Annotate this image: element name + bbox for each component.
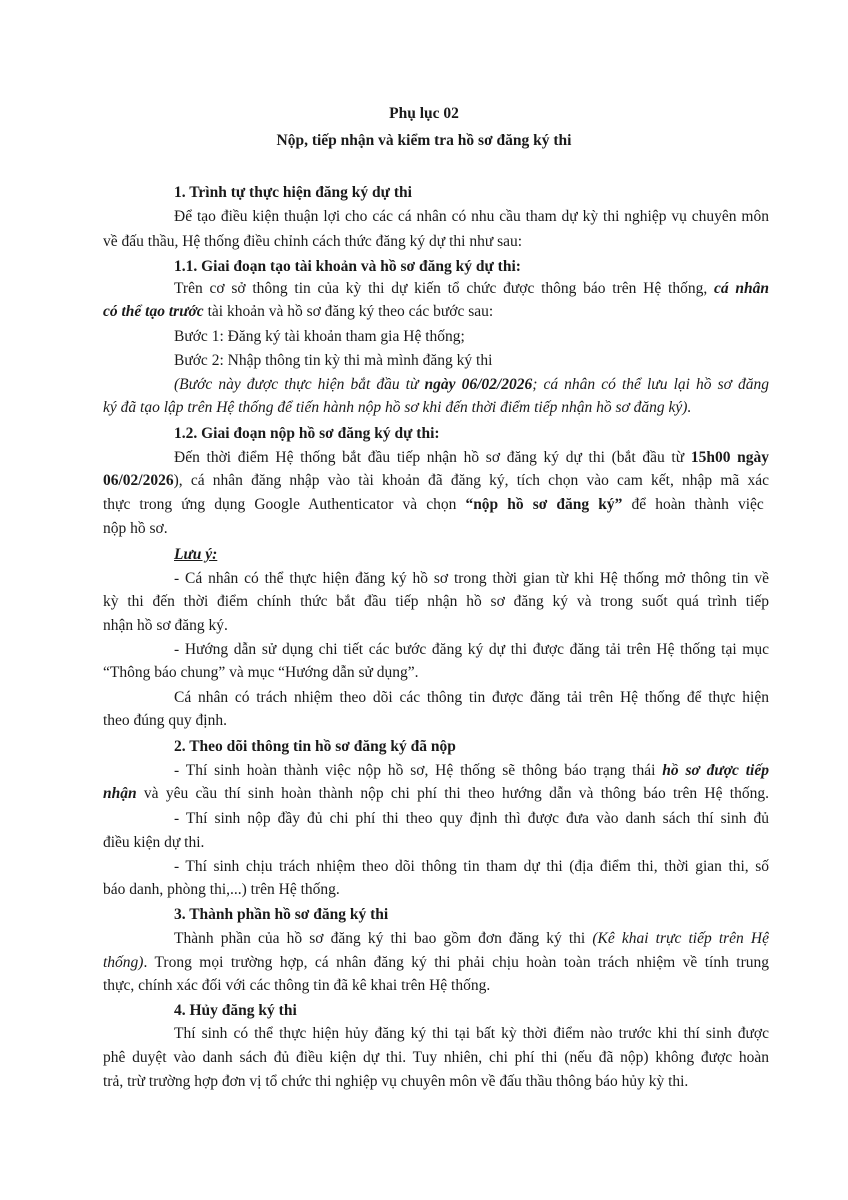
text-line <box>174 375 769 395</box>
text-run: “nộp hồ sơ đăng ký” <box>465 496 623 513</box>
text-line <box>103 976 490 996</box>
text-line <box>174 545 217 565</box>
text-run: hồ sơ được tiếp <box>662 762 769 779</box>
text-run: Để tạo điều kiện thuận lợi cho các cá nhân có nhu cầu tham dự kỳ thi nghiệp vụ chuyên môn <box>174 208 769 225</box>
text-run: ký đã tạo lập trên Hệ thống để tiến hành nộp hồ sơ khi đến thời điểm tiếp nhận hồ sơ đăng ký). <box>103 399 692 416</box>
text-line <box>103 953 769 973</box>
text-line <box>174 424 440 444</box>
text-run: ; cá nhân có thể lưu lại hồ sơ đăng <box>532 376 769 393</box>
text-run: (Kê khai trực tiếp trên Hệ <box>592 930 769 947</box>
text-line <box>103 616 228 636</box>
text-run: cá nhân <box>713 280 769 297</box>
text-run: 15h00 ngày <box>690 449 770 466</box>
text-run: Đến thời điểm Hệ thống bắt đầu tiếp nhận hồ sơ đăng ký dự thi (bắt đầu từ <box>174 449 691 466</box>
text-run: nhận <box>103 785 137 802</box>
text-line <box>174 809 769 829</box>
text-run: Thí sinh có thể thực hiện hủy đăng ký thi tại bất kỳ thời điểm nào trước khi thí sinh được <box>174 1025 769 1042</box>
text-run: báo danh, phòng thi,...) trên Hệ thống. <box>103 881 340 898</box>
text-run: tài khoản và hồ sơ đăng ký theo các bước sau: <box>203 303 494 320</box>
text-run: 1.1. Giai đoạn tạo tài khoản và hồ sơ đăng ký dự thi: <box>174 258 521 275</box>
text-line <box>103 1072 688 1092</box>
text-run: Lưu ý: <box>174 546 218 563</box>
text-run: - Thí sinh chịu trách nhiệm theo dõi thông tin tham dự thi (địa điểm thi, thời gian thi, số <box>174 858 769 875</box>
text-run: Bước 2: Nhập thông tin kỳ thi mà mình đăng ký thi <box>174 352 493 369</box>
text-line <box>103 302 493 322</box>
text-line <box>174 640 769 660</box>
text-run: Bước 1: Đăng ký tài khoản tham gia Hệ thống; <box>174 328 465 345</box>
text-run: có thể tạo trước <box>103 303 204 320</box>
text-line <box>103 232 522 252</box>
text-run: Trên cơ sở thông tin của kỳ thi dự kiến tổ chức được thông báo trên Hệ thống, <box>174 280 714 297</box>
text-run: kỳ thi đến thời điểm chính thức bắt đầu tiếp nhận hồ sơ đăng ký và trong suốt quá trình tiếp <box>103 593 769 610</box>
text-line <box>103 833 204 853</box>
text-run: thống) <box>103 954 144 971</box>
text-run: (Bước này được thực hiện bắt đầu từ <box>174 376 425 393</box>
text-run: - Cá nhân có thể thực hiện đăng ký hồ sơ trong thời gian từ khi Hệ thống mở thông tin về <box>174 570 769 587</box>
text-run: theo đúng quy định. <box>103 712 227 729</box>
text-line <box>174 448 769 468</box>
text-line <box>174 688 769 708</box>
text-run: ), cá nhân đăng nhập vào tài khoản đã đăng ký, tích chọn vào cam kết, nhập mã xác <box>173 472 769 489</box>
text-run: 1. Trình tự thực hiện đăng ký dự thi <box>174 184 412 201</box>
text-run: điều kiện dự thi. <box>103 834 205 851</box>
text-run: nộp hồ sơ. <box>103 520 168 537</box>
appendix-title: Phụ lục 02 <box>389 105 459 122</box>
text-line <box>174 761 769 781</box>
text-run: - Thí sinh hoàn thành việc nộp hồ sơ, Hệ thống sẽ thông báo trạng thái <box>174 762 663 779</box>
text-run: Cá nhân có trách nhiệm theo dõi các thông tin được đăng tải trên Hệ thống để thực hiện <box>174 689 769 706</box>
text-line <box>174 569 769 589</box>
text-run: 2. Theo dõi thông tin hồ sơ đăng ký đã nộp <box>174 738 456 755</box>
text-run: thực trong ứng dụng Google Authenticator và chọn <box>103 496 466 513</box>
text-run: Thành phần của hồ sơ đăng ký thi bao gồm đơn đăng ký thi <box>174 930 593 947</box>
text-run: và yêu cầu thí sinh hoàn thành nộp chi phí thi theo hướng dẫn và thông báo trên Hệ thống. <box>136 785 769 802</box>
text-run: 4. Hủy đăng ký thi <box>174 1002 297 1019</box>
text-line <box>103 519 168 539</box>
text-line <box>174 257 521 277</box>
text-run: để hoàn thành việc <box>622 496 764 513</box>
text-line <box>174 905 388 925</box>
text-run: phê duyệt vào danh sách đủ điều kiện dự thi. Tuy nhiên, chi phí thi (nếu đã nộp) không được hoàn <box>103 1049 769 1066</box>
text-run: . Trong mọi trường hợp, cá nhân đăng ký thi phải chịu hoàn toàn trách nhiệm về tính trung <box>143 954 769 971</box>
text-run: ngày 06/02/2026 <box>424 376 533 393</box>
text-line <box>174 207 769 227</box>
text-line <box>174 279 769 299</box>
text-line <box>174 351 492 371</box>
text-line <box>174 183 412 203</box>
text-line <box>174 929 769 949</box>
text-line <box>103 663 419 683</box>
text-line <box>103 471 769 491</box>
text-line <box>103 592 769 612</box>
text-run: “Thông báo chung” và mục “Hướng dẫn sử dụng”. <box>103 664 419 681</box>
text-line <box>174 1024 769 1044</box>
text-run: - Hướng dẫn sử dụng chi tiết các bước đăng ký dự thi được đăng tải trên Hệ thống tại mục <box>174 641 769 658</box>
text-line <box>174 327 465 347</box>
text-line <box>174 737 456 757</box>
text-run: nhận hồ sơ đăng ký. <box>103 617 228 634</box>
text-run: trả, trừ trường hợp đơn vị tổ chức thi nghiệp vụ chuyên môn về đấu thầu thông báo hủy kỳ thi. <box>103 1073 689 1090</box>
text-run: 06/02/2026 <box>103 472 174 489</box>
text-line <box>103 398 691 418</box>
text-line <box>103 880 340 900</box>
text-line <box>103 495 764 515</box>
text-line <box>174 1001 297 1021</box>
text-line <box>103 784 769 804</box>
text-line <box>174 857 769 877</box>
text-run: 3. Thành phần hồ sơ đăng ký thi <box>174 906 389 923</box>
text-run: - Thí sinh nộp đầy đủ chi phí thi theo quy định thì được đưa vào danh sách thí sinh đủ <box>174 810 769 827</box>
appendix-subtitle: Nộp, tiếp nhận và kiểm tra hồ sơ đăng ký thi <box>276 132 572 149</box>
text-run: về đấu thầu, Hệ thống điều chỉnh cách thức đăng ký dự thi như sau: <box>103 233 523 250</box>
text-run: thực, chính xác đối với các thông tin đã kê khai trên Hệ thống. <box>103 977 491 994</box>
text-line <box>103 711 227 731</box>
text-run: 1.2. Giai đoạn nộp hồ sơ đăng ký dự thi: <box>174 425 440 442</box>
text-line <box>103 1048 769 1068</box>
